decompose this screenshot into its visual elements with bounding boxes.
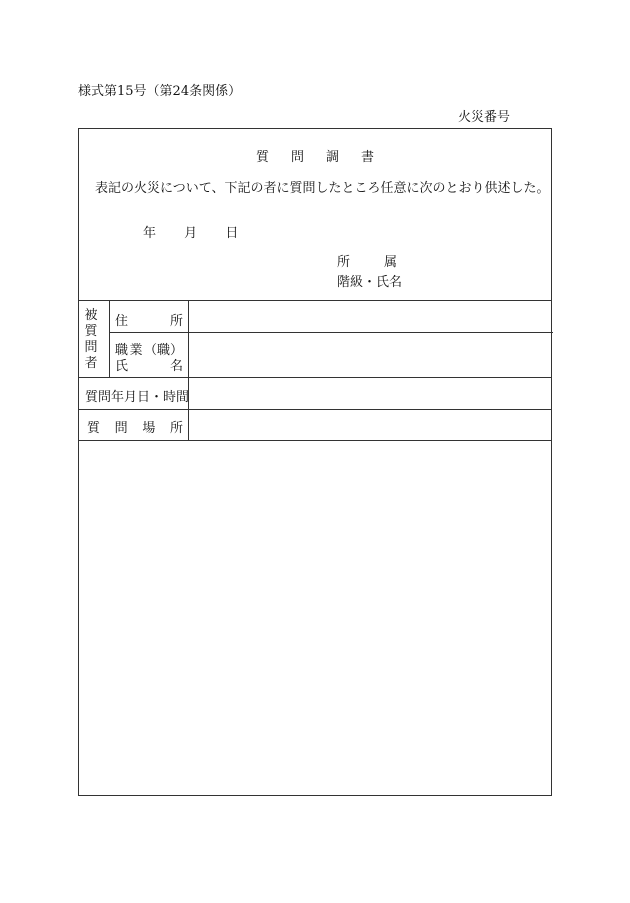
name-char: 名 (169, 359, 183, 374)
divider-party-col (109, 300, 110, 377)
occupation-char: 職 (115, 343, 129, 358)
occupation-char: 業 (129, 343, 143, 358)
address-label (115, 310, 183, 329)
form-frame (78, 128, 552, 796)
place-char: 場 (142, 421, 156, 436)
occupation-char: （職） (143, 343, 183, 358)
rank-name-label: 階級・氏名 (337, 275, 403, 290)
place-field[interactable] (189, 410, 552, 440)
party-char: 者 (84, 356, 98, 371)
name-label (115, 355, 183, 374)
affiliation-char: 所 (337, 255, 351, 270)
party-char: 問 (84, 340, 98, 355)
datetime-label: 質問年月日・時間 (85, 390, 190, 405)
party-char: 被 (84, 308, 98, 323)
datetime-field[interactable] (189, 378, 552, 409)
party-label (83, 308, 99, 372)
name-char: 氏 (115, 359, 129, 374)
form-id: 様式第15号（第24条関係） (78, 84, 242, 99)
title-char: 書 (361, 150, 397, 165)
date-line (143, 222, 262, 241)
place-char: 質 (87, 421, 101, 436)
affiliation-label (337, 251, 397, 270)
address-char: 所 (169, 314, 183, 329)
date-day: 日 (225, 226, 239, 241)
title-char: 質 (255, 150, 291, 165)
form-title (79, 146, 551, 165)
title-char: 調 (326, 150, 362, 165)
fire-number-label: 火災番号 (458, 110, 511, 125)
occupation-name-field[interactable] (189, 333, 552, 377)
party-char: 質 (84, 324, 98, 339)
place-char: 問 (114, 421, 128, 436)
address-field[interactable] (189, 301, 552, 332)
date-month: 月 (184, 226, 198, 241)
date-year: 年 (143, 226, 157, 241)
title-char: 問 (290, 150, 326, 165)
place-label (87, 417, 183, 436)
affiliation-char: 属 (383, 255, 397, 270)
statement-body-field[interactable] (79, 441, 551, 795)
statement-text: 表記の火災について、下記の者に質問したところ任意に次のとおり供述した。 (95, 181, 550, 196)
address-char: 住 (115, 314, 129, 329)
place-char: 所 (169, 421, 183, 436)
